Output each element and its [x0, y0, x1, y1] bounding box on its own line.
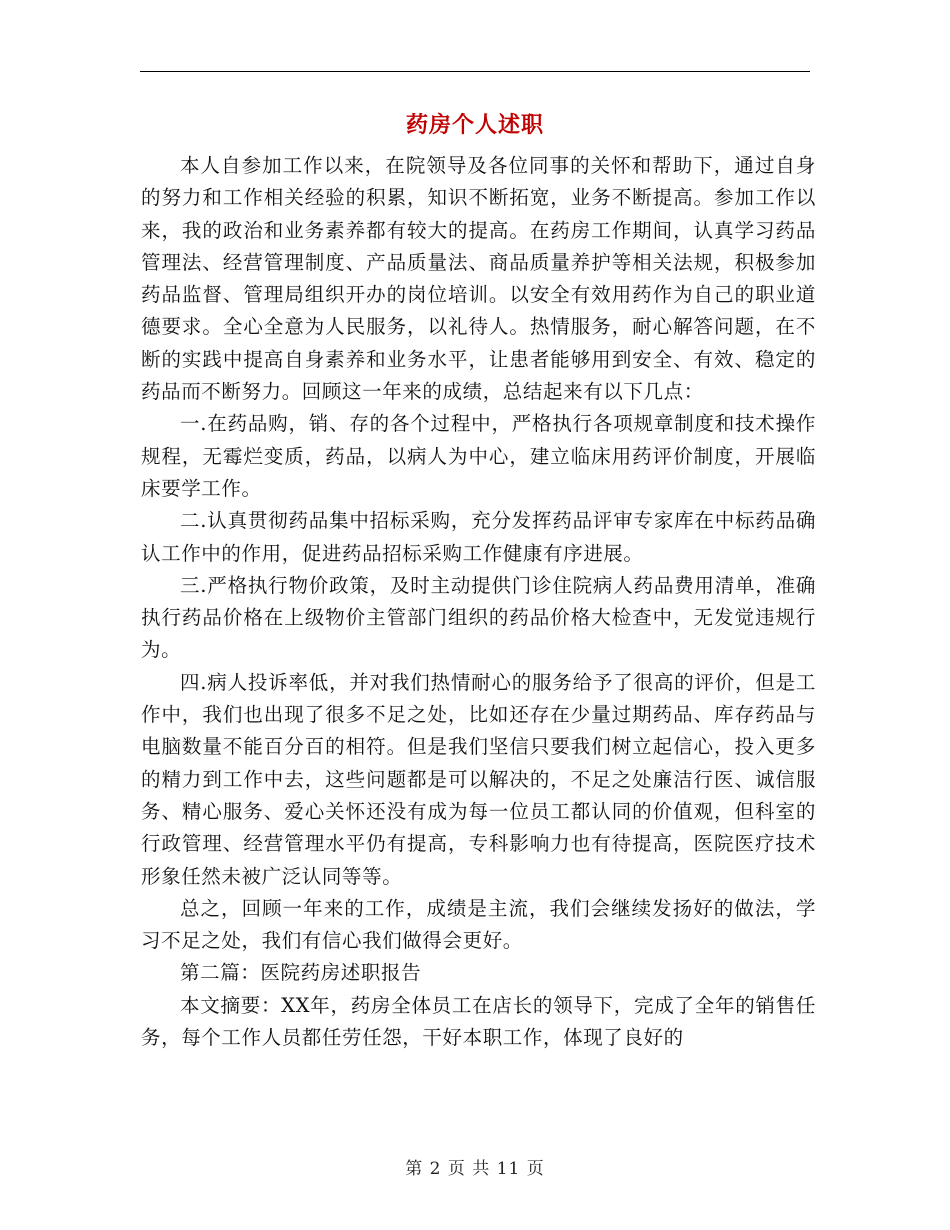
paragraph-point-4: 四.病人投诉率低，并对我们热情耐心的服务给予了很高的评价，但是工作中，我们也出现了很多不足之处，比如还存在少量过期药品、库存药品与电脑数量不能百分百的相符。但是我们坚信只要我们树立起信心，投入更多的精力到工作中去，这些问题都是可以解决的，不足之处廉洁行医、诚信服务、精心服务、爱心关怀还没有成为每一位员工都认同的价值观，但科室的行政管理、经营管理水平仍有提高，专科影响力也有待提高，医院医疗技术形象任然未被广泛认同等等。: [141, 670, 816, 888]
paragraph-point-3: 三.严格执行物价政策，及时主动提供门诊住院病人药品费用清单，准确执行药品价格在上级物价主管部门组织的药品价格大检查中，无发觉违规行为。: [141, 573, 816, 662]
document-body: [141, 150, 816, 1054]
paragraph-summary: 总之，回顾一年来的工作，成绩是主流，我们会继续发扬好的做法，学习不足之处，我们有信心我们做得会更好。: [141, 896, 816, 953]
header-rule: [140, 71, 810, 72]
section-heading: 第二篇：医院药房述职报告: [180, 961, 422, 985]
document-title: 药房个人述职: [405, 113, 544, 138]
paragraph-point-1: 一.在药品购，销、存的各个过程中，严格执行各项规章制度和技术操作规程，无霉烂变质，药品，以病人为中心，建立临床用药评价制度，开展临床要学工作。: [141, 412, 816, 500]
paragraph-intro: 本人自参加工作以来，在院领导及各位同事的关怀和帮助下，通过自身的努力和工作相关经验的积累，知识不断拓宽，业务不断提高。参加工作以来，我的政治和业务素养都有较大的提高。在药房工作期间，认真学习药品管理法、经营管理制度、产品质量法、商品质量养护等相关法规，积极参加药品监督、管理局组织开办的岗位培训。以安全有效用药作为自己的职业道德要求。全心全意为人民服务，以礼待人。热情服务，耐心解答问题，在不断的实践中提高自身素养和业务水平，让患者能够用到安全、有效、稳定的药品而不断努力。回顾这一年来的成绩，总结起来有以下几点：: [141, 154, 816, 404]
paragraph-point-2: 二.认真贯彻药品集中招标采购，充分发挥药品评审专家库在中标药品确认工作中的作用，促进药品招标采购工作健康有序进展。: [141, 509, 816, 565]
page-footer: 第 2 页 共 11 页: [405, 1159, 545, 1179]
paragraph-abstract: 本文摘要：XX年，药房全体员工在店长的领导下，完成了全年的销售任务，每个工作人员都任劳任怨，干好本职工作，体现了良好的: [141, 993, 816, 1050]
